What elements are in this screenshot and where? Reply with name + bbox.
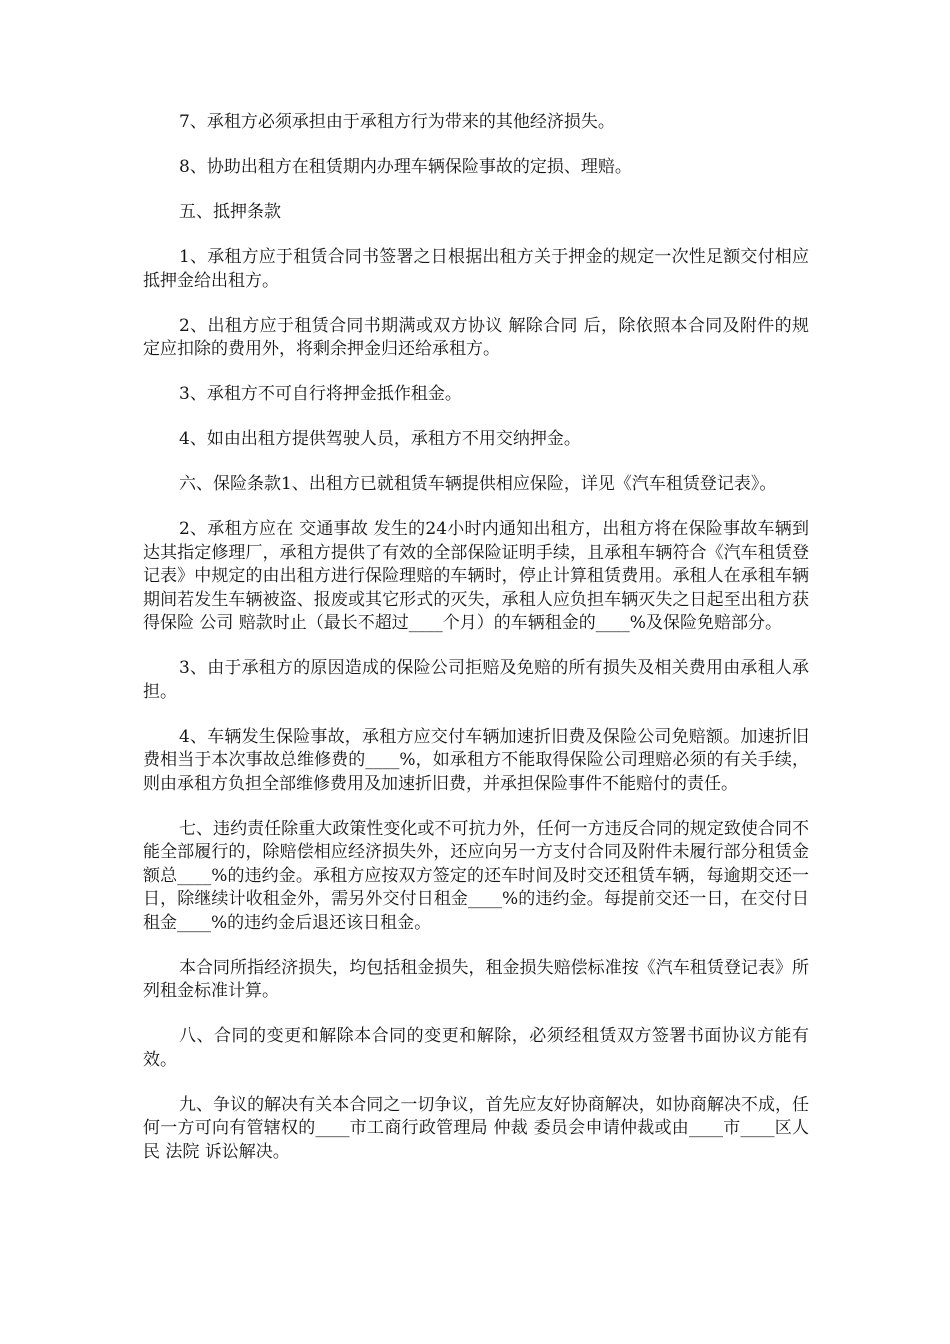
insurance-clause-4: 4、车辆发生保险事故，承租方应交付车辆加速折旧费及保险公司免赔额。加速折旧费相当于本次事故总维修费的____%，如承租方不能取得保险公司理赔必须的有关手续，则由承租方负担全部维修费用及加速折旧费，并承担保险事件不能赔付的责任。 (143, 726, 809, 794)
clause-8-insurance-claims: 8、协助出租方在租赁期内办理车辆保险事故的定损、理赔。 (179, 157, 632, 177)
section-heading-mortgage: 五、抵押条款 (179, 202, 281, 222)
insurance-clause-3: 3、由于承租方的原因造成的保险公司拒赔及免赔的所有损失及相关费用由承租人承担。 (143, 658, 809, 702)
dispute-resolution-section: 九、争议的解决有关本合同之一切争议，首先应友好协商解决，如协商解决不成，任何一方可向有管辖权的____市工商行政管理局 仲裁 委员会申请仲裁或由____市____区人民 法院 诉讼解决。 (143, 1094, 809, 1162)
economic-loss-definition: 本合同所指经济损失，均包括租金损失，租金损失赔偿标准按《汽车租赁登记表》所列租金标准计算。 (143, 957, 809, 1001)
insurance-section-clause-1: 六、保险条款1、出租方已就租赁车辆提供相应保险，详见《汽车租赁登记表》。 (179, 474, 777, 494)
insurance-clause-2: 2、承租方应在 交通事故 发生的24小时内通知出租方，出租方将在保险事故车辆到达其指定修理厂，承租方提供了有效的全部保险证明手续，且承租车辆符合《汽车租赁登记表》中规定的由出租方进行保险理赔的车辆时，停止计算租赁费用。承租人在承租车辆期间若发生车辆被盗、报废或其它形式的灭失，承租人应负担车辆灭失之日起至出租方获得保险 公司 赔款时止（最长不超过____个月）的车辆租金的____%及保险免赔部分。 (143, 519, 809, 633)
mortgage-clause-4: 4、如由出租方提供驾驶人员，承租方不用交纳押金。 (179, 429, 581, 449)
mortgage-clause-3: 3、承租方不可自行将押金抵作租金。 (179, 384, 462, 404)
contract-change-section: 八、合同的变更和解除本合同的变更和解除，必须经租赁双方签署书面协议方能有效。 (143, 1026, 809, 1070)
document-body (143, 111, 809, 1186)
mortgage-clause-1: 1、承租方应于租赁合同书签署之日根据出租方关于押金的规定一次性足额交付相应抵押金给出租方。 (143, 247, 809, 291)
mortgage-clause-2: 2、出租方应于租赁合同书期满或双方协议 解除合同 后，除依照本合同及附件的规定应扣除的费用外，将剩余押金归还给承租方。 (143, 315, 809, 359)
breach-liability-section: 七、违约责任除重大政策性变化或不可抗力外，任何一方违反合同的规定致使合同不能全部履行的，除赔偿相应经济损失外，还应向另一方支付合同及附件未履行部分租赁金额总____%的违约金。承租方应按双方签定的还车时间及时交还租赁车辆，每逾期交还一日，除继续计收租金外，需另外交付日租金____%的违约金。每提前交还一日，在交付日租金____%的违约金后退还该日租金。 (143, 818, 809, 933)
clause-7-other-losses: 7、承租方必须承担由于承租方行为带来的其他经济损失。 (179, 112, 615, 132)
